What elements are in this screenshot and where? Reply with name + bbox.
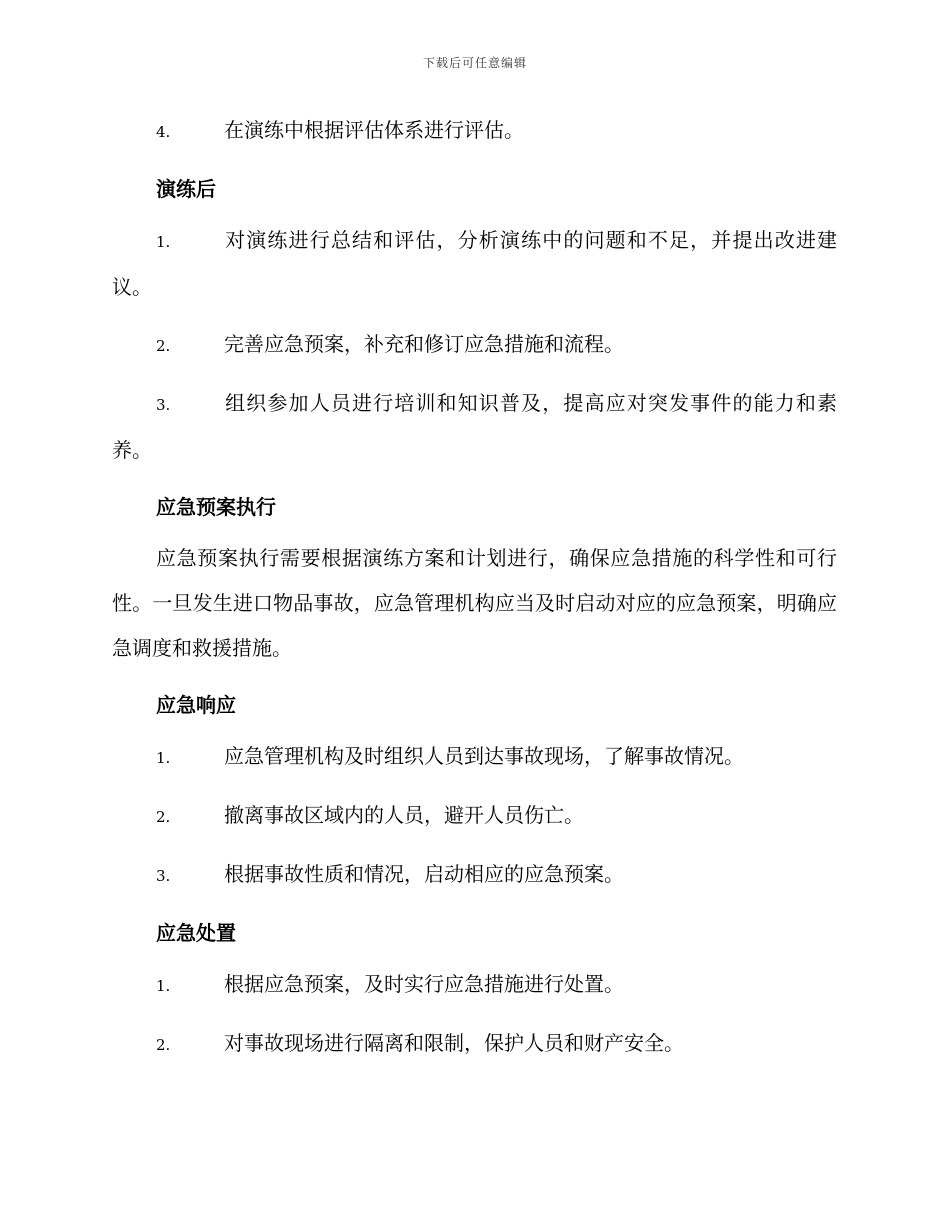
list-item	[112, 322, 837, 369]
item-number: 3.	[156, 867, 171, 885]
list-item	[112, 108, 837, 155]
item-text: 撤离事故区域内的人员，避开人员伤亡。	[224, 803, 584, 827]
header-note: 下载后可任意编辑	[422, 56, 527, 70]
item-text: 完善应急预案，补充和修订应急措施和流程。	[224, 332, 624, 356]
item-number: 3.	[156, 396, 171, 414]
item-text: 在演练中根据评估体系进行评估。	[224, 118, 524, 142]
list-item	[112, 962, 837, 1009]
list-item	[112, 852, 837, 899]
item-text: 应急管理机构及时组织人员到达事故现场，了解事故情况。	[224, 744, 744, 768]
list-item	[112, 218, 837, 310]
item-number: 2.	[156, 1036, 171, 1054]
item-text: 根据应急预案，及时实行应急措施进行处置。	[224, 972, 624, 996]
list-item	[112, 1021, 837, 1068]
item-number: 2.	[156, 337, 171, 355]
item-text: 对事故现场进行隔离和限制，保护人员和财产安全。	[224, 1031, 684, 1055]
list-item	[112, 793, 837, 840]
item-number: 1.	[156, 749, 171, 767]
item-text: 对演练进行总结和评估，分析演练中的问题和不足，并提出改进建议。	[112, 228, 837, 299]
item-number: 4.	[156, 123, 171, 141]
item-number: 2.	[156, 808, 171, 826]
section-heading-disposal: 应急处置	[156, 921, 236, 945]
section-heading-plan-execution: 应急预案执行	[156, 495, 276, 519]
item-number: 1.	[156, 233, 171, 251]
body-paragraph: 应急预案执行需要根据演练方案和计划进行，确保应急措施的科学性和可行性。一旦发生进口物品事故，应急管理机构应当及时启动对应的应急预案，明确应急调度和救援措施。	[112, 546, 837, 660]
section-heading-response: 应急响应	[156, 693, 236, 717]
item-text: 根据事故性质和情况，启动相应的应急预案。	[224, 862, 624, 886]
document-body	[112, 108, 837, 1080]
list-item	[112, 734, 837, 781]
item-text: 组织参加人员进行培训和知识普及，提高应对突发事件的能力和素养。	[112, 391, 837, 462]
item-number: 1.	[156, 977, 171, 995]
section-heading-after-drill: 演练后	[156, 177, 216, 201]
list-item	[112, 381, 837, 473]
